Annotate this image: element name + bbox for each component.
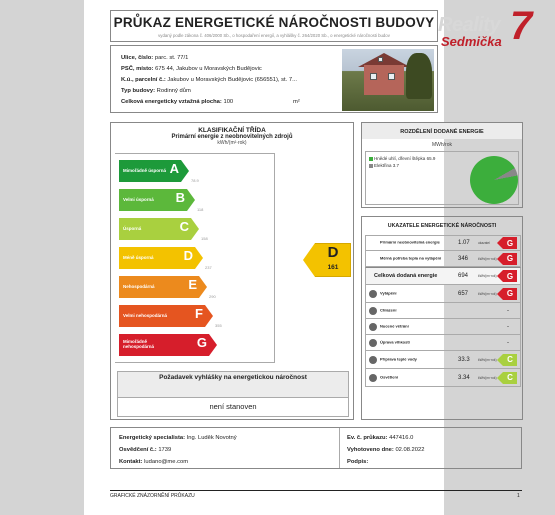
class-limit: 290 (209, 294, 216, 299)
info-area: Celková energeticky vztažná plocha: 100 m² (121, 99, 300, 105)
document-title: PRŮKAZ ENERGETICKÉ NÁROČNOSTI BUDOVY (113, 15, 435, 30)
class-letter: E (188, 277, 197, 292)
distribution-unit: MWh/rok (432, 142, 452, 148)
class-label: Mimořádně úsporná (123, 167, 167, 173)
indicator-class-badge: G (497, 288, 517, 300)
info-type: Typ budovy: Rodinný dům (121, 88, 191, 94)
class-limit: 237 (205, 265, 212, 270)
class-bar-d (119, 247, 203, 269)
indicator-row (365, 319, 521, 335)
indicator-label: Celková dodaná energie (374, 272, 438, 279)
indicator-label: Příprava teplé vody (380, 356, 417, 362)
indicator-unit: ukazatel (478, 241, 490, 245)
class-bar-g (119, 334, 217, 356)
class-limit: 355 (215, 323, 222, 328)
indicator-value: 657 (458, 290, 469, 297)
indicator-unit: kWh/(m²·rok) (478, 357, 497, 362)
reality-logo: Reality Sedmička 7 (438, 4, 533, 49)
energy-scale (115, 153, 275, 363)
indicator-value: - (507, 323, 509, 330)
indicator-label: Nucené větrání (380, 323, 409, 329)
class-bar-f (119, 305, 213, 327)
page-number: 1 (517, 493, 520, 499)
indicator-icon (369, 307, 377, 315)
class-label: Velmi úsporná (123, 196, 154, 202)
classification-heading: KLASIFIKAČNÍ TŘÍDA (198, 127, 266, 134)
info-parcel: K.ú., parcelní č.: Jakubov u Moravských Budějovic (656551), st. 7... (121, 77, 297, 83)
indicator-unit: kWh/(m²·rok) (478, 375, 497, 380)
class-bar-c (119, 218, 199, 240)
indicator-unit: kWh/(m²·rok) (478, 256, 497, 261)
indicator-unit: kWh/(m²·rok) (478, 291, 497, 296)
indicator-value: - (507, 339, 509, 346)
indicator-icon (369, 356, 377, 364)
indicator-row (365, 351, 521, 369)
class-limit: 78.9 (191, 178, 199, 183)
distribution-chart (365, 151, 519, 205)
legend-item: Hnědé uhlí, dřevní štěpka 65.9 (369, 156, 435, 161)
info-city: PSČ, místo: 675 44, Jakubov u Moravských Budějovic (121, 66, 262, 72)
signature: Podpis: (347, 459, 369, 465)
current-class-letter: D (327, 244, 339, 261)
indicator-row (365, 303, 521, 319)
distribution-panel (361, 122, 523, 208)
distribution-heading: ROZDĚLENÍ DODANÉ ENERGIE (362, 123, 522, 139)
indicator-value: - (507, 307, 509, 314)
indicator-label: Primární neobnovitelná energie (380, 239, 440, 245)
indicator-row (365, 235, 521, 251)
indicator-icon (369, 339, 377, 347)
class-limit: 158 (201, 236, 208, 241)
indicator-unit: kWh/(m²·rok) (478, 274, 497, 278)
indicator-row (365, 369, 521, 387)
classification-subheading: Primární energie z neobnovitelných zdrojů (171, 134, 293, 140)
indicator-icon (369, 374, 377, 382)
indicator-value: 33.3 (458, 356, 470, 363)
indicator-value: 1.07 (458, 240, 470, 246)
title-box (110, 10, 438, 42)
indicator-value: 694 (458, 273, 469, 279)
class-label: Velmi nehospodárná (123, 312, 168, 318)
indicator-label: Chlazení (380, 307, 397, 313)
record-number: Ev. č. průkazu: 447416.0 (347, 435, 414, 441)
class-letter: C (179, 219, 189, 234)
requirement-value: není stanoven (209, 402, 257, 411)
requirement-label: Požadavek vyhlášky na energetickou náročnost (118, 372, 348, 398)
info-street: Ulice, číslo: parc. st. 77/1 (121, 55, 189, 61)
indicator-class-badge: C (497, 372, 517, 384)
indicator-class-badge: G (497, 270, 517, 282)
indicator-value: 346 (458, 255, 469, 262)
classification-panel (110, 122, 354, 420)
current-class-indicator (303, 243, 351, 277)
class-label: Nehospodárná (123, 283, 155, 289)
class-limit: 118 (197, 207, 204, 212)
class-label: Méně úsporná (123, 254, 154, 260)
indicator-class-badge: G (497, 237, 517, 249)
issue-date: Vyhotoveno dne: 02.08.2022 (347, 447, 425, 453)
class-letter: G (196, 335, 207, 350)
document-subtitle: vydaný podle zákona č. 406/2000 Sb., o hospodaření energií, a vyhlášky č. 264/2020 Sb., o energetické náročnosti budov (158, 33, 390, 38)
current-class-value: 161 (327, 264, 339, 271)
indicator-row (365, 267, 521, 285)
building-photo (342, 49, 434, 111)
class-bar-b (119, 189, 195, 211)
indicator-row (365, 285, 521, 303)
class-letter: D (183, 248, 193, 263)
class-bar-a (119, 160, 189, 182)
certificate-number: Osvědčení č.: 1739 (119, 447, 172, 453)
indicator-icon (369, 290, 377, 298)
indicator-row (365, 335, 521, 351)
indicators-panel (361, 216, 523, 420)
indicators-heading: UKAZATELE ENERGETICKÉ NÁROČNOSTI (387, 223, 497, 229)
indicator-label: Osvětlení (380, 374, 399, 380)
indicator-label: Měrná potřeba tepla na vytápění (380, 255, 442, 261)
class-label: Úsporná (123, 225, 142, 231)
requirement-box (117, 371, 349, 417)
class-letter: A (169, 161, 179, 176)
indicator-class-badge: C (497, 354, 517, 366)
building-info (110, 45, 438, 113)
indicator-value: 3.34 (458, 374, 470, 381)
specialist-name: Energetický specialista: Ing. Luděk Novotný (119, 435, 237, 441)
indicator-row (365, 251, 521, 267)
class-bar-e (119, 276, 207, 298)
indicator-label: Úprava vlhkosti (380, 339, 410, 345)
classification-unit: kWh/(m²·rok) (217, 140, 247, 146)
contact: Kontakt: ludano@me.com (119, 459, 189, 465)
specialist-info (110, 427, 522, 469)
legend-item: Elektřina 3.7 (369, 163, 399, 168)
indicator-label: Vytápění (380, 290, 397, 296)
class-letter: F (195, 306, 203, 321)
indicator-icon (369, 323, 377, 331)
class-label: Mimořádně nehospodárná (123, 339, 155, 349)
footer-caption: GRAFICKÉ ZNÁZORNĚNÍ PRŮKAZU (110, 493, 195, 499)
distribution-pie (470, 156, 518, 204)
indicator-class-badge: G (497, 253, 517, 265)
class-letter: B (175, 190, 185, 205)
